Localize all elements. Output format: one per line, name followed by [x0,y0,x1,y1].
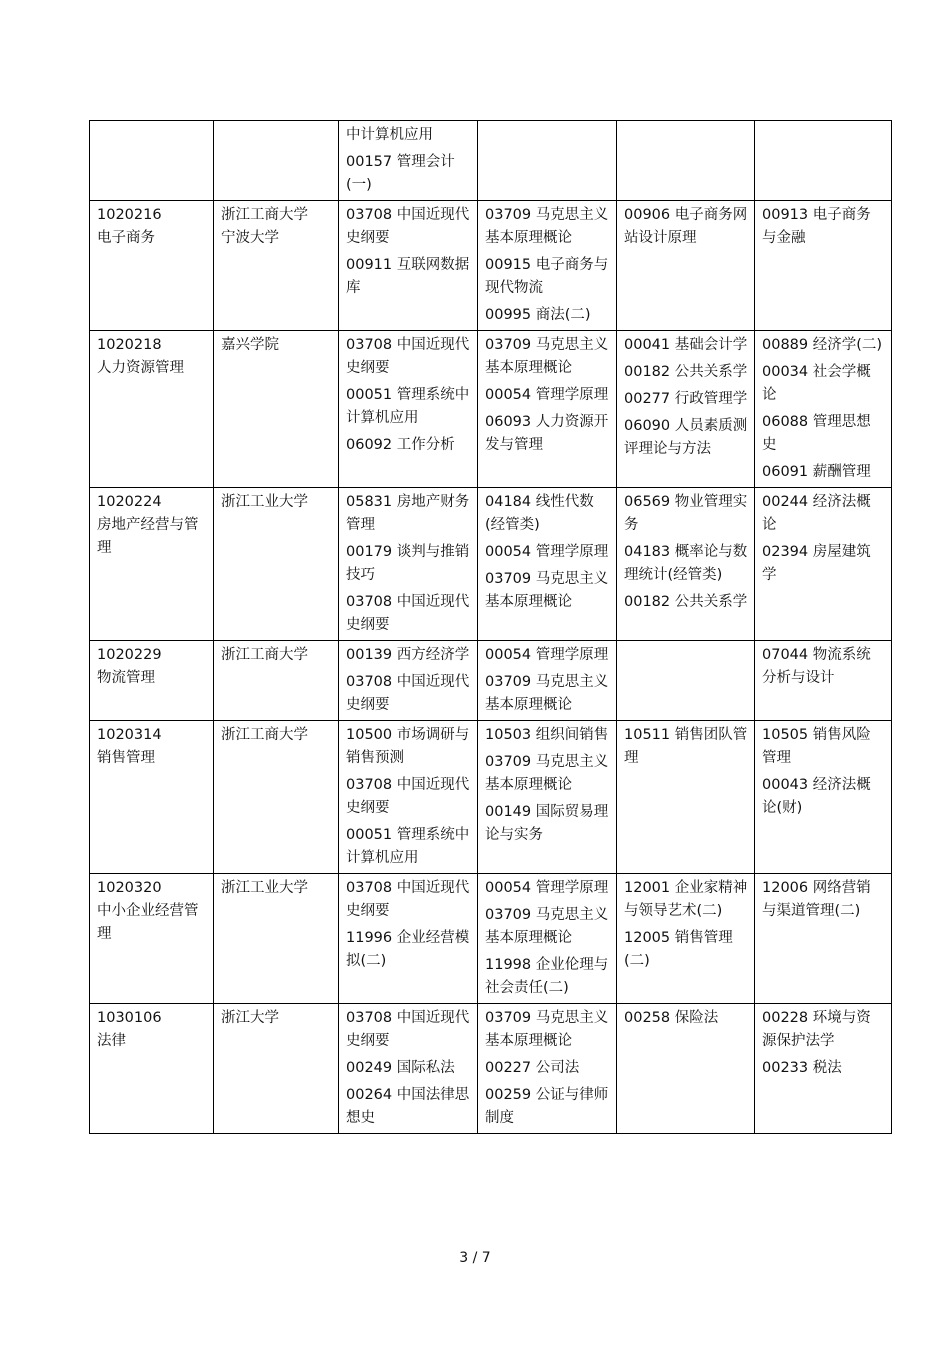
course-cell [755,331,892,488]
course-entry: 00054 管理学原理 [485,647,609,663]
school-cell [214,201,339,331]
course-entry: 03709 马克思主义基本原理概论 [485,1010,609,1049]
course-entry: 00277 行政管理学 [624,391,748,407]
course-cell [339,1004,478,1134]
course-entry: 00182 公共关系学 [624,364,748,380]
course-entry: 06088 管理思想史 [762,414,871,453]
course-entry: 11996 企业经营模拟(二) [346,930,470,969]
course-entry: 00228 环境与资源保护法学 [762,1010,871,1049]
major-code: 1020320 [97,880,162,896]
course-cell [339,121,478,201]
course-entry: 06090 人员素质测评理论与方法 [624,418,748,457]
major-code: 1020229 [97,647,162,663]
major-name: 法律 [97,1033,126,1049]
major-cell [90,721,214,874]
table-row [90,201,892,331]
course-entry: 03708 中国近现代史纲要 [346,1010,470,1049]
exam-course-table [89,120,892,1134]
course-entry: 00244 经济法概论 [762,494,871,533]
major-cell [90,874,214,1004]
major-cell [90,488,214,641]
course-entry: 03709 马克思主义基本原理概论 [485,674,609,713]
course-entry: 11998 企业伦理与社会责任(二) [485,957,609,996]
major-name: 中小企业经营管理 [97,903,199,942]
course-entry: 00995 商法(二) [485,307,591,323]
course-entry: 00911 互联网数据库 [346,257,470,296]
course-entry: 00051 管理系统中计算机应用 [346,387,470,426]
course-entry: 00906 电子商务网站设计原理 [624,207,748,246]
major-code: 1020216 [97,207,162,223]
school-cell [214,121,339,201]
course-entry: 06092 工作分析 [346,437,455,453]
course-cell [478,201,617,331]
course-entry: 10511 销售团队管理 [624,727,748,766]
page-number: 3 / 7 [459,1250,491,1266]
course-cell [617,874,755,1004]
course-entry: 03709 马克思主义基本原理概论 [485,207,609,246]
school-cell [214,721,339,874]
school-name: 浙江工商大学 [221,727,308,743]
course-entry: 中计算机应用 [346,127,433,143]
table-row [90,331,892,488]
course-cell [755,1004,892,1134]
course-entry: 03708 中国近现代史纲要 [346,594,470,633]
major-name: 物流管理 [97,670,155,686]
course-cell [755,874,892,1004]
course-cell [478,874,617,1004]
school-name: 嘉兴学院 [221,337,279,353]
school-name: 浙江大学 [221,1010,279,1026]
course-entry: 03709 马克思主义基本原理概论 [485,754,609,793]
course-cell [617,201,755,331]
course-entry: 00915 电子商务与现代物流 [485,257,609,296]
course-entry: 00041 基础会计学 [624,337,748,353]
course-entry: 03708 中国近现代史纲要 [346,337,470,376]
course-entry: 10503 组织间销售 [485,727,609,743]
course-entry: 00149 国际贸易理论与实务 [485,804,609,843]
major-code: 1030106 [97,1010,162,1026]
course-cell [339,331,478,488]
course-entry: 07044 物流系统分析与设计 [762,647,871,686]
course-cell [617,721,755,874]
course-entry: 03708 中国近现代史纲要 [346,880,470,919]
course-entry: 03708 中国近现代史纲要 [346,674,470,713]
course-entry: 04184 线性代数(经管类) [485,494,594,533]
major-cell [90,331,214,488]
course-entry: 00913 电子商务与金融 [762,207,871,246]
course-entry: 00258 保险法 [624,1010,719,1026]
major-code: 1020218 [97,337,162,353]
school-name: 浙江工业大学 [221,494,308,510]
course-entry: 06569 物业管理实务 [624,494,748,533]
course-cell [755,488,892,641]
course-entry: 00889 经济学(二) [762,337,883,353]
course-entry: 12001 企业家精神与领导艺术(二) [624,880,748,919]
major-code: 1020224 [97,494,162,510]
course-cell [478,488,617,641]
school-cell [214,641,339,721]
course-entry: 06091 薪酬管理 [762,464,871,480]
course-entry: 03709 马克思主义基本原理概论 [485,337,609,376]
table-row [90,874,892,1004]
course-entry: 03708 中国近现代史纲要 [346,777,470,816]
table-row [90,121,892,201]
course-cell [617,331,755,488]
course-entry: 10500 市场调研与销售预测 [346,727,470,766]
course-entry: 00139 西方经济学 [346,647,470,663]
course-entry: 06093 人力资源开发与管理 [485,414,609,453]
major-name: 房地产经营与管理 [97,517,199,556]
course-entry: 12006 网络营销与渠道管理(二) [762,880,871,919]
major-cell [90,1004,214,1134]
course-entry: 00034 社会学概论 [762,364,871,403]
course-cell [617,488,755,641]
course-cell [339,488,478,641]
course-cell [339,201,478,331]
course-cell [755,721,892,874]
course-entry: 00259 公证与律师制度 [485,1087,609,1126]
school-cell [214,1004,339,1134]
major-code: 1020314 [97,727,162,743]
course-entry: 03709 马克思主义基本原理概论 [485,571,609,610]
major-name: 人力资源管理 [97,360,184,376]
course-entry: 00227 公司法 [485,1060,580,1076]
school-cell [214,331,339,488]
course-entry: 00179 谈判与推销技巧 [346,544,470,583]
course-cell [478,331,617,488]
course-entry: 10505 销售风险管理 [762,727,871,766]
course-entry: 00182 公共关系学 [624,594,748,610]
course-cell [339,874,478,1004]
school-cell [214,488,339,641]
school-name: 宁波大学 [221,230,279,246]
course-cell [339,641,478,721]
course-entry: 00043 经济法概论(财) [762,777,871,816]
course-cell [617,1004,755,1134]
table-body [90,121,892,1134]
course-entry: 03709 马克思主义基本原理概论 [485,907,609,946]
school-cell [214,874,339,1004]
major-name: 电子商务 [97,230,155,246]
course-cell [339,721,478,874]
school-name: 浙江工商大学 [221,207,308,223]
course-cell [617,121,755,201]
course-cell [755,121,892,201]
course-entry: 00051 管理系统中计算机应用 [346,827,470,866]
course-entry: 00054 管理学原理 [485,544,609,560]
table-row [90,641,892,721]
course-entry: 00249 国际私法 [346,1060,455,1076]
course-entry: 00157 管理会计(一) [346,154,455,193]
course-entry: 02394 房屋建筑学 [762,544,871,583]
major-cell [90,201,214,331]
major-cell [90,641,214,721]
course-entry: 00054 管理学原理 [485,880,609,896]
school-name: 浙江工业大学 [221,880,308,896]
table-row [90,1004,892,1134]
major-cell [90,121,214,201]
course-entry: 00054 管理学原理 [485,387,609,403]
course-cell [478,641,617,721]
course-cell [478,721,617,874]
course-cell [755,641,892,721]
course-cell [617,641,755,721]
course-entry: 03708 中国近现代史纲要 [346,207,470,246]
table-row [90,488,892,641]
course-entry: 05831 房地产财务管理 [346,494,470,533]
course-cell [755,201,892,331]
course-entry: 00264 中国法律思想史 [346,1087,470,1126]
course-cell [478,121,617,201]
course-entry: 00233 税法 [762,1060,842,1076]
school-name: 浙江工商大学 [221,647,308,663]
course-cell [478,1004,617,1134]
course-entry: 04183 概率论与数理统计(经管类) [624,544,748,583]
table-row [90,721,892,874]
major-name: 销售管理 [97,750,155,766]
course-entry: 12005 销售管理(二) [624,930,733,969]
